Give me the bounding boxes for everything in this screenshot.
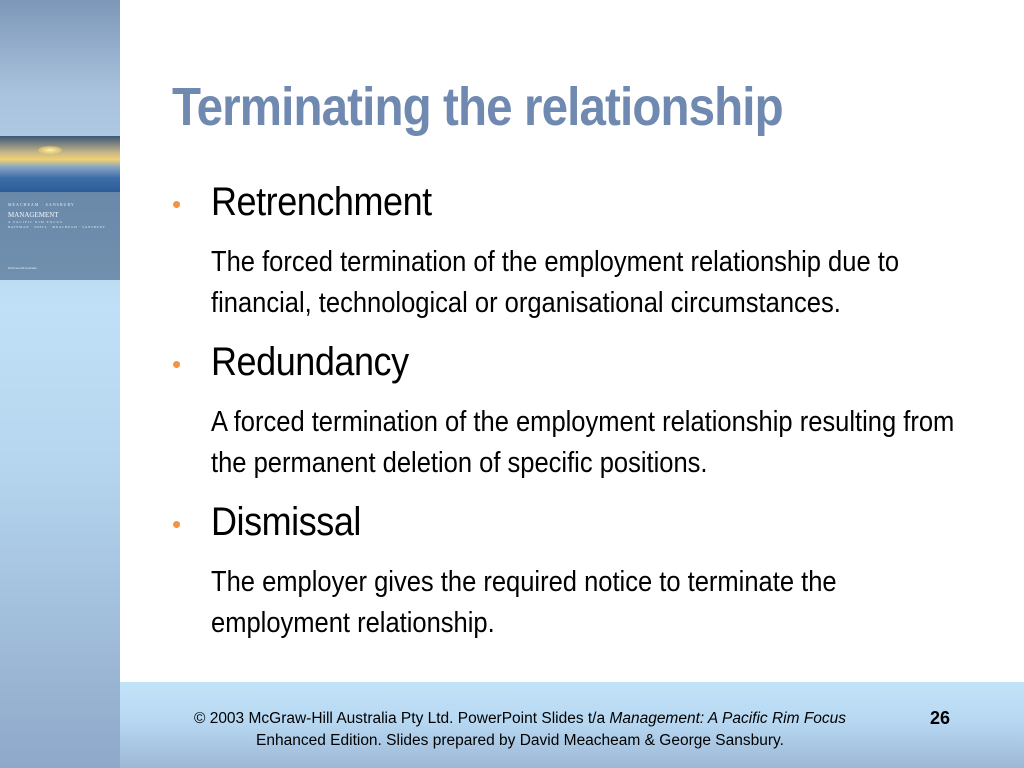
- list-item-dismissal: [172, 500, 992, 644]
- cover-sun-glow: [38, 146, 62, 154]
- cover-publisher: McGraw-Hill Australia: [8, 266, 37, 270]
- item-heading: Dismissal: [211, 500, 361, 544]
- cover-kicker: MEACHEAM · SANSBURY: [8, 202, 75, 207]
- item-description: The forced termination of the employment relationship due to financial, technological or organisational circumstances.: [211, 246, 900, 319]
- bullet-icon: •: [172, 349, 182, 379]
- footer-copyright-prefix: © 2003 McGraw-Hill Australia Pty Ltd. PowerPoint Slides t/a: [193, 710, 610, 727]
- list-item-redundancy: [172, 340, 992, 484]
- bullet-list: [172, 180, 992, 660]
- footer-book-title: Management: A Pacific Rim Focus: [609, 710, 847, 727]
- item-description: A forced termination of the employment relationship resulting from the permanent deletion of specific positions.: [211, 406, 955, 479]
- list-item-retrenchment: [172, 180, 992, 324]
- page-number: 26: [930, 708, 951, 728]
- item-heading: Redundancy: [211, 340, 409, 384]
- item-description: The employer gives the required notice to terminate the employment relationship.: [211, 566, 837, 639]
- cover-sunset-photo: [0, 136, 120, 192]
- footer-credits: Enhanced Edition. Slides prepared by David Meacheam & George Sansbury.: [256, 732, 784, 749]
- book-cover-image: [0, 136, 120, 280]
- slide-footer: [120, 682, 1024, 768]
- cover-subtitle: A PACIFIC RIM FOCUS: [8, 220, 63, 224]
- cover-authors: BATEMAN · SNELL · MEACHEAM · SANSBURY: [8, 225, 106, 229]
- footer-copyright: [140, 708, 900, 752]
- slide-title: Terminating the relationship: [172, 77, 783, 137]
- left-decorative-bar: [0, 0, 120, 768]
- bullet-icon: •: [172, 509, 182, 539]
- item-heading: Retrenchment: [211, 180, 432, 224]
- cover-title: MANAGEMENT: [8, 211, 59, 219]
- bullet-icon: •: [172, 189, 182, 219]
